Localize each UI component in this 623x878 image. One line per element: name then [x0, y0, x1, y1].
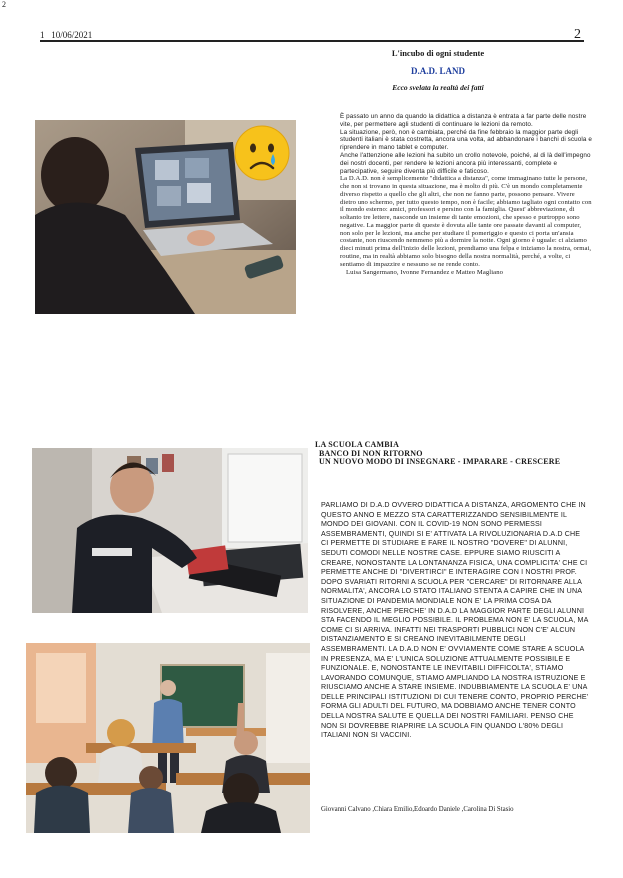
- corner-page-mark: 2: [2, 0, 6, 9]
- article1-signature: Luisa Sangermano, Ivonne Fernandez e Matteo Magliano: [346, 269, 503, 277]
- article1-body: [340, 113, 592, 277]
- photo-student-laptop: [35, 120, 296, 314]
- article2-body: PARLIAMO DI D.A.D OVVERO DIDATTICA A DISTANZA, ARGOMENTO CHE IN QUESTO ANNO E MEZZO STA CARATTERIZZANDO SENSIBILMENTE IL MONDO DEI GIOVANI. CON IL COVID-19 NON SONO PERMESSI ASSEMBRAMENTI, QUINDI SI E' ATTIVATA LA RIVOLUZIONARIA D.A.D CHE CI PERMETTE DI STUDIARE E FARE IL NOSTRO "DOVERE" DI ALUNNI, SEDUTI COMODI NELLE NOSTRE CASE. EPPURE SIAMO RIUSCITI A CREARE, NONOSTANTE LA LONTANANZA FISICA, UNA COMPLICITA' CHE CI PERMETTE ANCHE DI "DIVERTIRCI" E INTERAGIRE CON I NOSTRI PROF. DOPO SVARIATI RITORNI A SCUOLA PER "CERCARE" DI RITORNARE ALLA NORMALITA', ANCORA LO STATO ITALIANO STENTA A CAPIRE CHE IN UNA SITUAZIONE DI PANDEMIA MONDIALE NON E' LA PRIMA COSA DA RISOLVERE, ANCHE PERCHE' IN D.A.D LA MAGGIOR PARTE DEGLI ALUNNI STA FACENDO IL MEGLIO POSSIBILE. IL PROBLEMA NON E' LA SCUOLA, MA COME CI SI ARRIVA. INFATTI NEI TRASPORTI PUBBLICI NON C'E' ALCUN DISTANZIAMENTO E SI CREANO INEVITABILMENTE DEGLI ASSEMBRAMENTI. LA D.A.D NON E' OVVIAMENTE COME STARE A SCUOLA IN PRESENZA, MA E' L'UNICA SOLUZIONE ATTUALMENTE POSSIBILE E FUNZIONALE. E, NONOSTANTE LE INEVITABILI DIFFICOLTA', STIAMO LAVORANDO COMUNQUE, STIAMO AMPLIANDO LA NOSTRA ISTRUZIONE E RIUSCIAMO ANCHE A STARE INSIEME. INDUBBIAMENTE LA SCUOLA E' UNA DELLE PRINCIPALI ISTITUZIONI DI CUI TENERE CONTO, PROPRIO PERCHE' FORMA GLI ADULTI DEL FUTURO, MA DOBBIAMO ANCHE TENER CONTO DELLA NOSTRA SALUTE E QUELLA DEI NOSTRI FAMILIARI. PENSO CHE NON SI DOVREBBE RIAPRIRE LA SCUOLA FIN QUANDO L'80% DEGLI ITALIANI NON SI VACCINI.: [321, 501, 589, 740]
- photo-classroom: [26, 643, 310, 833]
- article2-headline-line: BANCO DI NON RITORNO: [319, 448, 423, 458]
- header-rule: [40, 40, 584, 42]
- article1-paragraph: La D.A.D. non è semplicemente "didattica a distanza", come immaginano tutte le persone, che non si trovano in questa situazione, ma è molto di più. C'è un mondo completamente diverso rispetto a quello che gli altri, che non ne fanno parte, possono pensare. Vivere dietro uno schermo, per tutto questo tempo, non è facile; abbiamo tagliato ogni contatto con il mondo esterno: amici, professori e persino con la famiglia. Quest' abbreviazione, di soltanto tre lettere, nasconde un insieme di tante emozioni, che spesso e purtroppo sono negative. La maggior parte di queste è dovuta alle tante ore passate davanti al computer, non solo per le lezioni, ma anche per studiare il pomeriggio e questo ci porta un'ansia costante, non riuscendo nemmeno più a dormire la notte. Ogni giorno è uguale: ci alziamo dieci minuti prima dell'inizio delle lezioni, prendiamo una felpa e iniziamo la nostra, ormai, routine, ma in realtà abbiamo solo bisogno della nostra normalità, perché, a volte, ci sentiamo di impazzire e nessuno se ne rende conto.: [340, 175, 592, 268]
- sad-face-icon: [233, 124, 291, 182]
- article1-subtitle: Ecco svelata la realtà dei fatti: [392, 83, 484, 92]
- article1-paragraph: La situazione, però, non è cambiata, perché da fine febbraio la maggior parte degli studenti italiani è stata costretta, ancora una volta, ad abbandonare i banchi di scuola e riprendere in mano tablet e computer.: [340, 128, 592, 152]
- article2-signature: Giovanni Calvano ,Chiara Emilio,Edoardo Daniele ,Carolina Di Stasio: [321, 806, 514, 813]
- article1-kicker: L'incubo di ogni studente: [391, 48, 485, 58]
- article1-paragraph: Anche l'attenzione alle lezioni ha subito un crollo notevole, poiché, al di là dell'impegno dei nostri docenti, per rendere le lezioni ancora più interessanti, complete e partecipative, seguire diventa più difficile e faticoso.: [340, 151, 591, 175]
- header-issue-date: 1 10/06/2021: [40, 30, 93, 40]
- article2-headline-line: LA SCUOLA CAMBIA: [315, 440, 400, 449]
- photo-boy-desk: [32, 448, 308, 613]
- article2-headline: [315, 441, 560, 467]
- article1-paragraph: È passato un anno da quando la didattica a distanza è entrata a far parte delle nostre vite, per permettere agli studenti di continuare le lezioni da remoto.: [340, 113, 587, 128]
- page-number: 2: [574, 27, 581, 42]
- article1-title: D.A.D. LAND: [411, 66, 465, 76]
- article2-headline-line: UN NUOVO MODO DI INSEGNARE - IMPARARE - CRESCERE: [319, 457, 561, 466]
